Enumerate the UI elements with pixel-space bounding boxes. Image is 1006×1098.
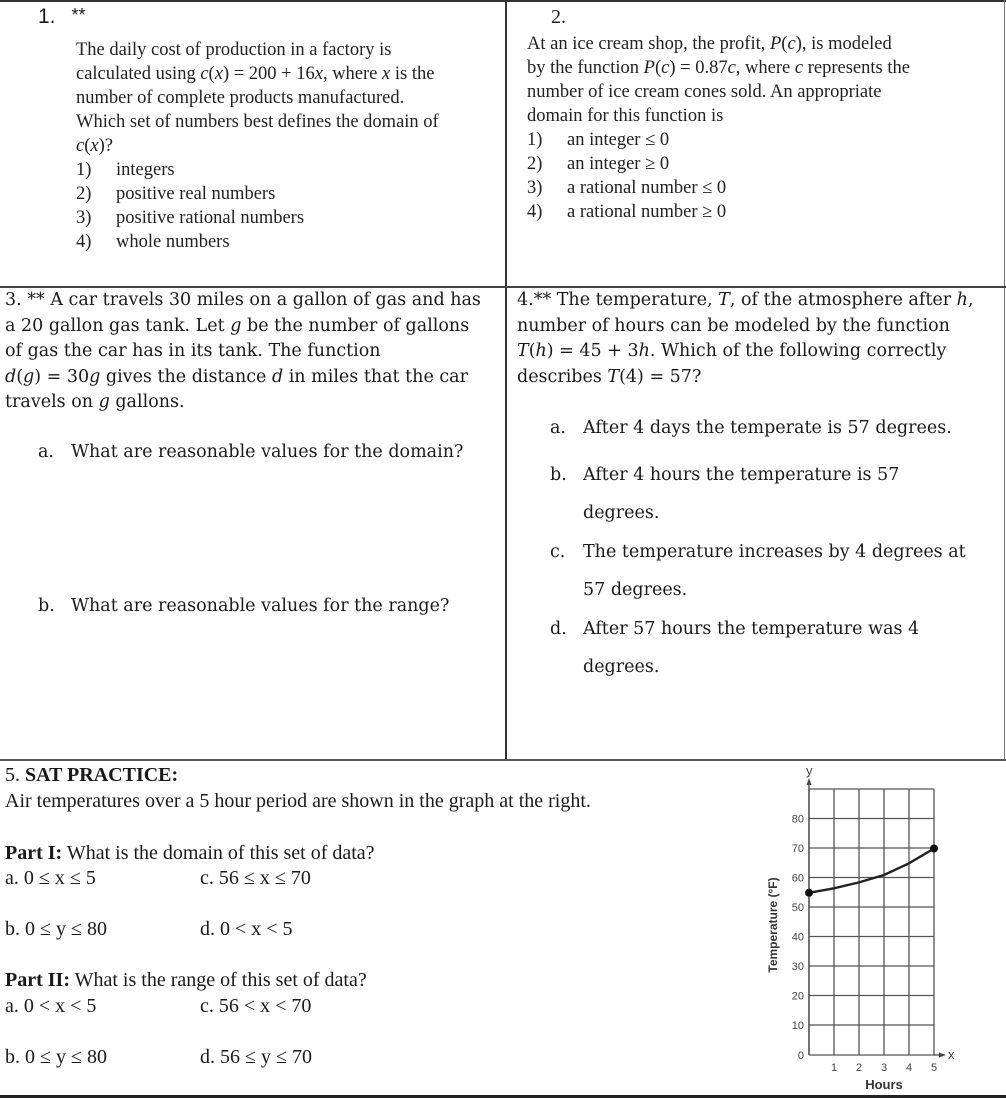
svg-text:50: 50 <box>791 902 804 914</box>
svg-text:80: 80 <box>791 813 804 826</box>
x-tick-labels <box>831 1062 937 1074</box>
part-2-option-d[interactable]: d. 56 ≤ y ≤ 70 <box>200 1046 312 1068</box>
question-4-option-c[interactable]: c. The temperature increases by 4 degrees at 57 degrees. <box>550 542 966 600</box>
question-2-option[interactable]: 2) an integer ≥ 0 <box>527 154 670 174</box>
part-1-option-c[interactable]: c. 56 ≤ x ≤ 70 <box>200 867 311 889</box>
question-5-heading: 5. SAT PRACTICE: <box>5 764 179 786</box>
question-3-line: travels on g gallons. <box>5 392 185 412</box>
question-1-number: 1. <box>38 5 56 28</box>
question-4-line: 4.** The temperature, T, of the atmosphere after h, <box>517 290 974 310</box>
question-2-number: 2. <box>551 6 566 28</box>
svg-text:20: 20 <box>791 990 804 1003</box>
question-1-line: calculated using c(x) = 200 + 16x, where x is the <box>76 64 435 84</box>
column-divider-top <box>505 0 507 760</box>
svg-text:5: 5 <box>930 1062 938 1074</box>
svg-text:2: 2 <box>855 1062 863 1074</box>
data-point-marker <box>805 889 813 897</box>
question-2-line: number of ice cream cones sold. An appropriate <box>527 82 882 102</box>
x-axis-label: Hours <box>865 1077 903 1092</box>
grid <box>809 789 934 1055</box>
part-2-question: Part II: What is the range of this set of data? <box>5 969 367 991</box>
svg-text:70: 70 <box>791 843 804 855</box>
x-axis-arrow-icon <box>939 1053 946 1058</box>
temperature-chart <box>750 760 1006 1095</box>
question-2-line: domain for this function is <box>527 106 724 126</box>
question-1-option[interactable]: 2) positive real numbers <box>76 184 276 204</box>
svg-text:60: 60 <box>791 872 804 885</box>
part-1-option-d[interactable]: d. 0 < x < 5 <box>200 918 293 940</box>
svg-text:4: 4 <box>905 1062 913 1074</box>
question-1 <box>38 5 498 29</box>
question-3-part-a: a. What are reasonable values for the domain? <box>38 442 464 462</box>
question-1-option[interactable]: 3) positive rational numbers <box>76 208 305 228</box>
part-2-option-c[interactable]: c. 56 < x < 70 <box>200 995 312 1017</box>
question-1-option[interactable]: 4) whole numbers <box>76 232 230 252</box>
question-3-part-b: b. What are reasonable values for the range? <box>38 596 450 616</box>
question-1-stars: ** <box>71 5 86 25</box>
question-4 <box>517 288 1002 390</box>
question-1-line: The daily cost of production in a factory is <box>76 40 392 60</box>
question-4-option-a[interactable]: a. After 4 days the temperate is 57 degrees. <box>550 418 952 438</box>
svg-text:1: 1 <box>830 1062 838 1074</box>
part-2-option-b[interactable]: b. 0 ≤ y ≤ 80 <box>5 1046 107 1068</box>
question-1-body <box>76 38 501 254</box>
question-4-line: number of hours can be modeled by the function <box>517 315 950 336</box>
svg-text:3: 3 <box>880 1062 888 1074</box>
question-4-option-d[interactable]: d. After 57 hours the temperature was 4 degrees. <box>550 619 920 677</box>
question-2-line: by the function P(c) = 0.87c, where c represents the <box>527 58 910 78</box>
question-1-line: Which set of numbers best defines the domain of <box>76 112 439 132</box>
y-tick-labels <box>792 814 804 1063</box>
question-4-line: T(h) = 45 + 3h. Which of the following correctly <box>517 341 947 361</box>
question-2-option[interactable]: 1) an integer ≤ 0 <box>527 130 670 150</box>
question-4-line: describes T(4) = 57? <box>517 366 702 387</box>
question-3-line: a 20 gallon gas tank. Let g be the number of gallons <box>5 315 470 336</box>
svg-text:40: 40 <box>791 931 804 944</box>
x-axis-letter: x <box>948 1047 955 1062</box>
y-axis-letter: y <box>806 763 813 778</box>
question-1-line: number of complete products manufactured. <box>76 88 405 108</box>
svg-text:0: 0 <box>797 1050 804 1062</box>
top-border <box>0 0 1006 2</box>
question-3 <box>5 288 503 416</box>
question-2-option[interactable]: 3) a rational number ≤ 0 <box>527 178 727 198</box>
part-2-option-a[interactable]: a. 0 < x < 5 <box>5 995 97 1017</box>
y-axis-arrow-icon <box>807 778 812 785</box>
question-5-intro: Air temperatures over a 5 hour period are shown in the graph at the right. <box>5 790 591 812</box>
question-1-line: c(x)? <box>76 136 113 156</box>
temperature-curve <box>809 849 934 893</box>
question-2-option[interactable]: 4) a rational number ≥ 0 <box>527 202 727 222</box>
question-3-line: d(g) = 30g gives the distance d in miles that the car <box>5 366 468 387</box>
question-1-option[interactable]: 1) integers <box>76 160 175 180</box>
data-point-marker <box>930 845 938 853</box>
part-1-question: Part I: What is the domain of this set of data? <box>5 842 375 864</box>
question-3-line: of gas the car has in its tank. The function <box>5 341 381 361</box>
y-axis-label: Temperature (°F) <box>766 877 780 973</box>
question-2 <box>527 5 997 224</box>
question-4-option-b[interactable]: b. After 4 hours the temperature is 57 degrees. <box>550 465 900 523</box>
right-border-top <box>1004 0 1005 760</box>
svg-text:30: 30 <box>791 961 804 973</box>
part-1-option-a[interactable]: a. 0 ≤ x ≤ 5 <box>5 867 96 889</box>
question-2-line: At an ice cream shop, the profit, P(c), is modeled <box>527 34 892 54</box>
svg-text:10: 10 <box>791 1020 804 1032</box>
part-1-option-b[interactable]: b. 0 ≤ y ≤ 80 <box>5 918 107 940</box>
question-3-line: 3. ** A car travels 30 miles on a gallon of gas and has <box>5 290 481 310</box>
